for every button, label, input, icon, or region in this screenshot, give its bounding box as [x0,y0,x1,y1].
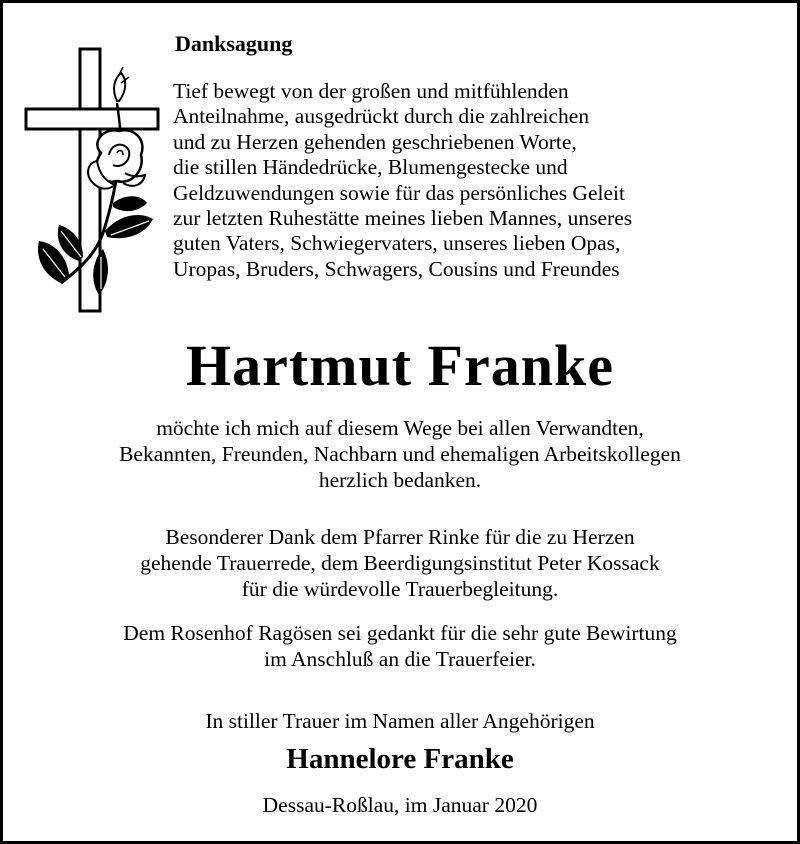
catering-line: Dem Rosenhof Ragösen sei gedankt für die sehr gute Bewirtung [123,621,677,645]
thanks-line: Bekannten, Freunden, Nachbarn und ehemaligen Arbeitskollegen [119,442,681,466]
deceased-name: Hartmut Franke [186,333,614,398]
cross-with-rose-icon [21,43,171,318]
intro-line: die stillen Händedrücke, Blumengestecke und [173,155,568,180]
place-date: Dessau-Roßlau, im Januar 2020 [262,793,538,817]
intro-text [173,79,793,282]
intro-line: Anteilnahme, ausgedrückt durch die zahlreichen [173,104,590,129]
intro-line: zur letzten Ruhestätte meines lieben Mannes, unseres [173,206,633,231]
heading: Danksagung [175,31,293,56]
intro-line: Geldzuwendungen sowie für das persönliches Geleit [173,180,625,205]
signer-name: Hannelore Franke [286,743,514,775]
catering-paragraph [3,620,797,672]
mourning-line: In stiller Trauer im Namen aller Angehörigen [205,709,595,733]
thanks-line: möchte ich mich auf diesem Wege bei allen Verwandten, [156,416,644,440]
thanks-line: herzlich bedanken. [318,468,482,492]
special-thanks-paragraph [3,524,797,602]
intro-line: Tief bewegt von der großen und mitfühlenden [173,79,569,103]
intro-line: Uropas, Bruders, Schwagers, Cousins und Freundes [173,256,620,281]
catering-line: im Anschluß an die Trauerfeier. [264,647,536,671]
intro-line: guten Vaters, Schwiegervaters, unseres lieben Opas, [173,231,621,256]
thanks-paragraph [3,415,797,493]
special-thanks-line: gehende Trauerrede, dem Beerdigungsinstitut Peter Kossack [140,551,660,575]
special-thanks-line: Besonderer Dank dem Pfarrer Rinke für die zu Herzen [165,525,635,549]
special-thanks-line: für die würdevolle Trauerbegleitung. [241,577,559,601]
intro-line: und zu Herzen gehenden geschriebenen Worte, [173,129,577,154]
